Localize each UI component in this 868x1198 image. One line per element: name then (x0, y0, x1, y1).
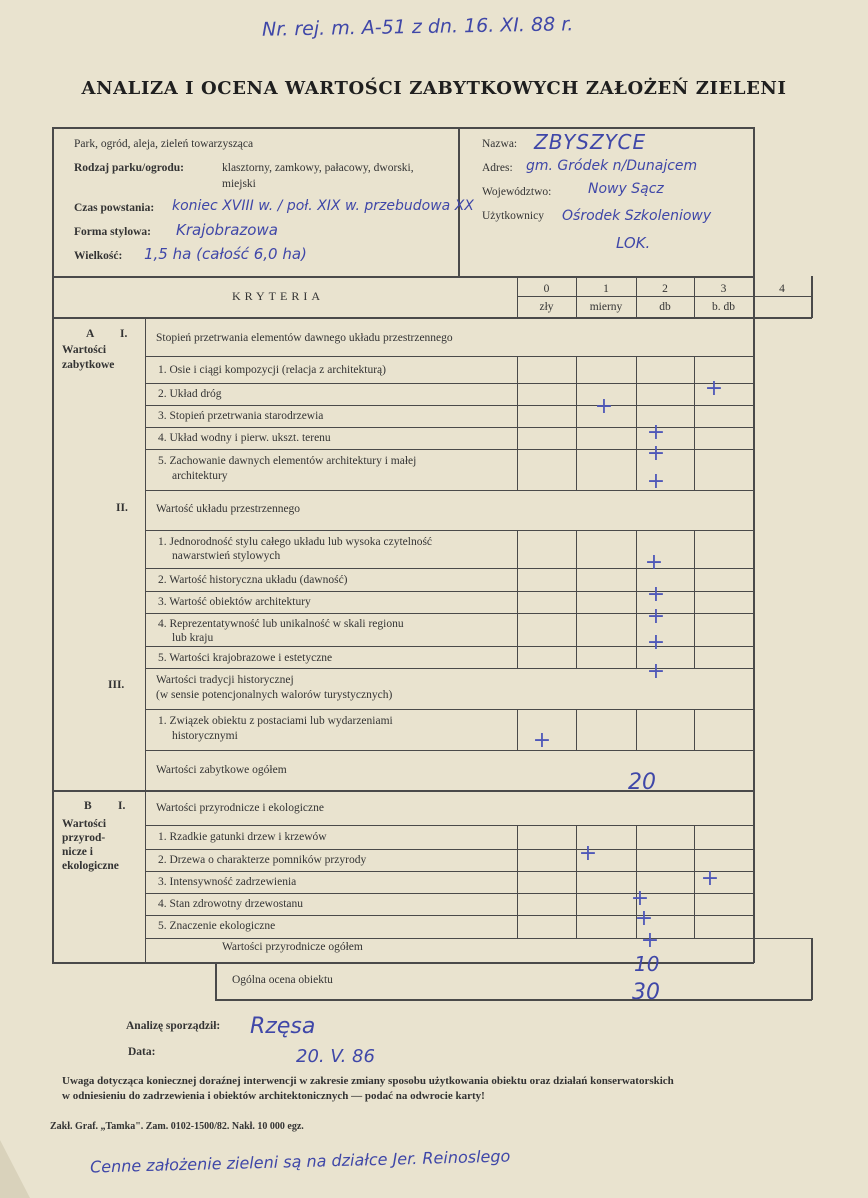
mark-a3-1: + (532, 728, 552, 753)
a-total-label: Wartości zabytkowe ogółem (156, 764, 287, 776)
a1-item-3: 3. Stopień przetrwania starodrzewia (158, 410, 324, 422)
note-line-2: w odniesieniu do zadrzewienia i obiektów architektonicznych — podać na odwrocie karty! (62, 1090, 485, 1102)
rodzaj-label: Rodzaj parku/ogrodu: (74, 162, 185, 174)
uzytkownicy-value-line2: LOK. (616, 234, 651, 252)
registry-note: Nr. rej. m. A-51 z dn. 16. XI. 88 r. (261, 13, 574, 41)
a1-item-5: 5. Zachowanie dawnych elementów architektury i małej (158, 455, 417, 467)
mark-a2-3: + (646, 604, 666, 629)
uzytkownicy-label: Użytkownicy (482, 210, 544, 222)
mark-b-3: + (700, 866, 720, 891)
wielkosc-value: 1,5 ha (całość 6,0 ha) (144, 245, 307, 263)
scale-label-3: b. db (712, 301, 735, 313)
b1-group-title: Wartości przyrodnicze i ekologiczne (156, 802, 324, 814)
a2-item-2: 2. Wartość historyczna układu (dawność) (158, 574, 348, 586)
a2-item-5: 5. Wartości krajobrazowe i estetyczne (158, 652, 333, 664)
section-b-name-1: Wartości (62, 818, 107, 830)
nazwa-label: Nazwa: (482, 138, 518, 150)
wojewodztwo-label: Województwo: (482, 186, 552, 198)
uzytkownicy-value-line1: Ośrodek Szkoleniowy (562, 208, 712, 224)
mark-b-5: + (634, 906, 654, 931)
a2-item-3: 3. Wartość obiektów architektury (158, 596, 311, 608)
czas-value: koniec XVIII w. / poł. XIX w. przebudowa XX (172, 198, 474, 214)
a2-item-4: 4. Reprezentatywność lub unikalność w skali regionu (158, 618, 404, 630)
a3-title-2: (w sensie potencjonalnych walorów turystycznych) (156, 689, 393, 701)
b1-item-2: 2. Drzewa o charakterze pomników przyrody (158, 854, 367, 866)
adres-value: gm. Gródek n/Dunajcem (526, 158, 698, 174)
data-value: 20. V. 86 (296, 1046, 375, 1067)
b1-item-5: 5. Znaczenie ekologiczne (158, 920, 276, 932)
a3-item-1-cont: historycznymi (172, 730, 238, 742)
scale-num-1: 1 (603, 283, 609, 295)
section-a-letter: A (86, 328, 95, 340)
a2-item-1-cont: nawarstwień stylowych (172, 550, 281, 562)
mark-b-4: + (630, 886, 650, 911)
overall-label: Ogólna ocena obiektu (232, 974, 333, 986)
a1-group-title: Stopień przetrwania elementów dawnego układu przestrzennego (156, 332, 453, 344)
wojewodztwo-value: Nowy Sącz (588, 181, 664, 197)
section-b-letter: B (84, 800, 92, 812)
scale-label-1: mierny (589, 301, 623, 313)
mark-a1-3: + (594, 394, 614, 419)
section-a-name-2: zabytkowe (62, 359, 115, 371)
b1-item-3: 3. Intensywność zadrzewienia (158, 876, 297, 888)
section-a-name-1: Wartości (62, 344, 107, 356)
a3-title-1: Wartości tradycji historycznej (156, 674, 294, 686)
a1-item-1: 1. Osie i ciągi kompozycji (relacja z architekturą) (158, 364, 386, 376)
section-b-name-4: ekologiczne (62, 860, 119, 872)
a-total-value: 20 (628, 770, 656, 795)
b-total-label: Wartości przyrodnicze ogółem (222, 941, 363, 953)
note-line-1: Uwaga dotycząca koniecznej doraźnej interwencji w zakresie zmiany sposobu użytkowania obiektu oraz działań konserwatorskich (62, 1075, 674, 1087)
mark-b-2: + (578, 841, 598, 866)
a2-roman: II. (116, 502, 128, 514)
adres-label: Adres: (482, 162, 513, 174)
a2-item-1: 1. Jednorodność stylu całego układu lub wysoka czytelność (158, 536, 433, 548)
kryteria-heading: KRYTERIA (232, 289, 324, 303)
mark-a2-2: + (646, 582, 666, 607)
scale-label-0: zły (539, 301, 554, 313)
a3-roman: III. (108, 679, 125, 691)
mark-a1-5a: + (646, 441, 666, 466)
mark-b-total: + (640, 928, 660, 953)
scale-num-2: 2 (662, 283, 668, 295)
czas-label: Czas powstania: (74, 202, 155, 214)
mark-a1-2: + (704, 376, 724, 401)
scale-num-0: 0 (543, 283, 550, 295)
scale-num-4: 4 (779, 283, 785, 295)
mark-a2-4: + (646, 630, 666, 655)
analiza-label: Analizę sporządził: (126, 1020, 221, 1032)
b-total-value: 10 (634, 952, 660, 976)
b1-item-1: 1. Rzadkie gatunki drzew i krzewów (158, 831, 327, 843)
forma-value: Krajobrazowa (176, 221, 278, 239)
section-a-roman: I. (120, 328, 128, 340)
page-title: ANALIZA I OCENA WARTOŚCI ZABYTKOWYCH ZAŁOŻEŃ ZIELENI (81, 78, 787, 99)
analiza-signature: Rzęsa (250, 1014, 316, 1039)
page-fold (0, 1140, 30, 1198)
b1-item-4: 4. Stan zdrowotny drzewostanu (158, 898, 303, 910)
a1-item-2: 2. Układ dróg (158, 388, 222, 400)
a1-item-5-cont: architektury (172, 470, 228, 482)
a1-item-4: 4. Układ wodny i pierw. ukszt. terenu (158, 432, 331, 444)
section-b-name-3: nicze i (62, 846, 93, 858)
nazwa-value: ZBYSZYCE (534, 130, 647, 154)
mark-a1-4: + (646, 420, 666, 445)
wielkosc-label: Wielkość: (74, 250, 123, 262)
mark-a1-5b: + (646, 469, 666, 494)
overall-value: 30 (632, 980, 660, 1005)
a3-item-1: 1. Związek obiektu z postaciami lub wydarzeniami (158, 715, 393, 727)
section-b-roman: I. (118, 800, 126, 812)
scale-label-2: db (659, 301, 671, 313)
rodzaj-value-line1: klasztorny, zamkowy, pałacowy, dworski, (222, 162, 414, 174)
a2-item-4-cont: lub kraju (172, 632, 214, 644)
mark-a2-1: + (644, 550, 664, 575)
bottom-handwritten-note: Cenne założenie zieleni są na działce Jer. Reinoslego (89, 1146, 511, 1177)
mark-a2-5: + (646, 659, 666, 684)
data-label: Data: (128, 1046, 156, 1058)
a2-group-title: Wartość układu przestrzennego (156, 503, 301, 515)
scale-num-3: 3 (720, 283, 727, 295)
park-type-label: Park, ogród, aleja, zieleń towarzysząca (74, 138, 254, 150)
printer-info: Zakł. Graf. „Tamka". Zam. 0102-1500/82. Nakł. 10 000 egz. (50, 1121, 304, 1132)
section-b-name-2: przyrod- (62, 832, 106, 844)
rodzaj-value-line2: miejski (222, 178, 256, 190)
forma-label: Forma stylowa: (74, 226, 151, 238)
